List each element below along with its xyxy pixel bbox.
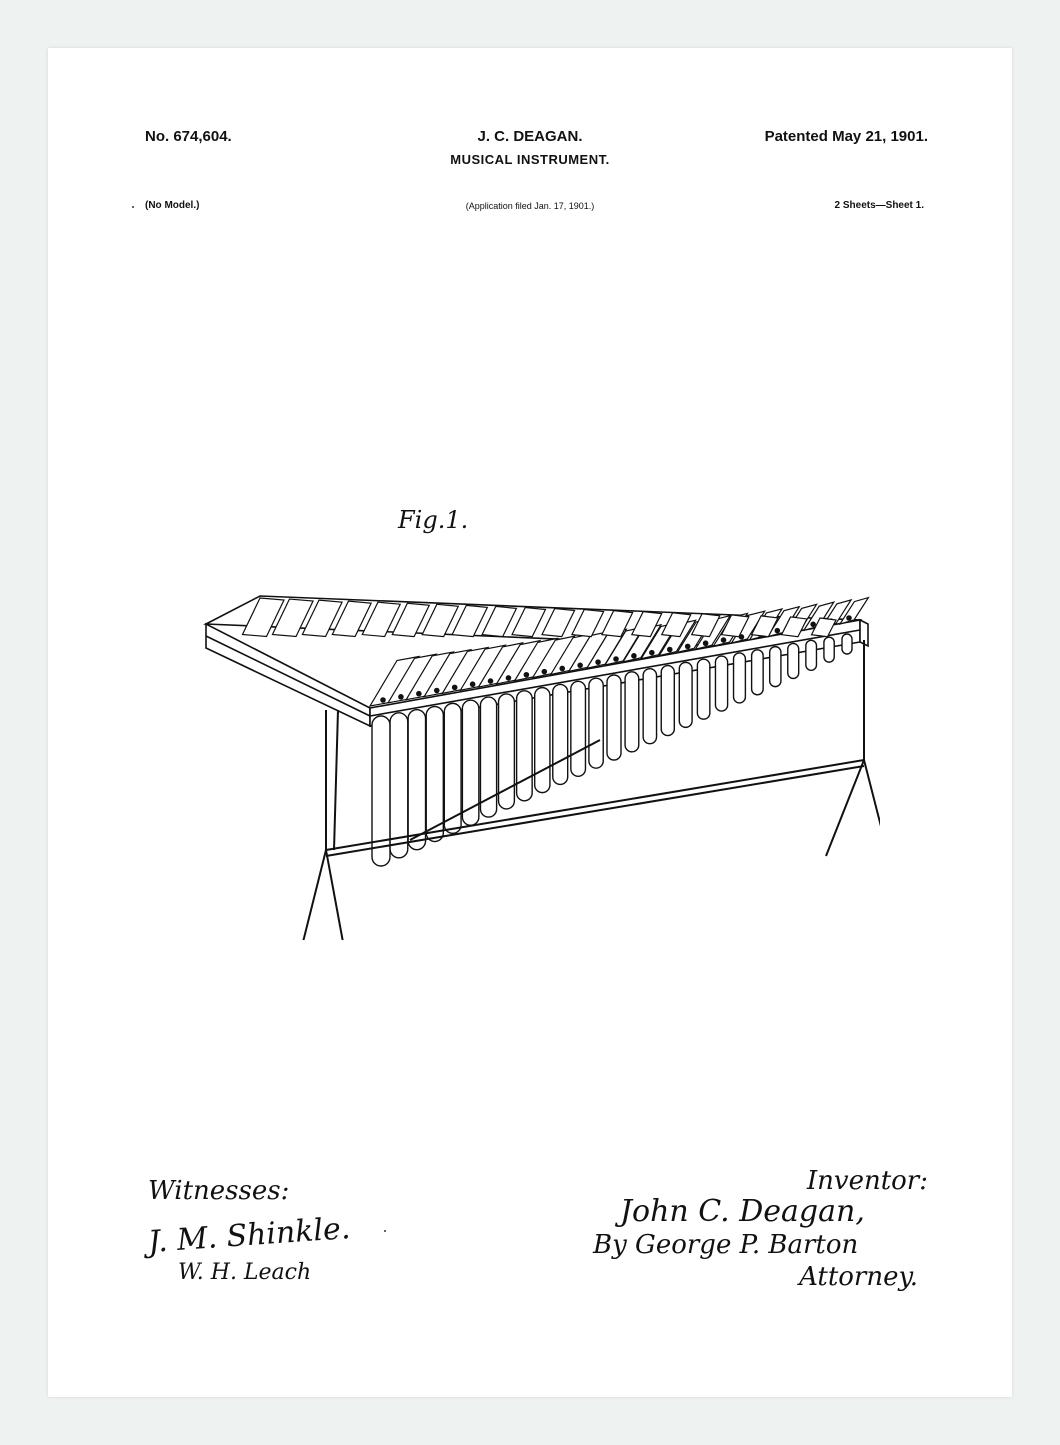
attorney-label: Attorney.	[799, 1262, 918, 1292]
bar-mount-hole	[632, 654, 636, 658]
bar-mount-hole	[435, 688, 439, 692]
resonator-tube	[571, 681, 586, 776]
bar-mount-hole	[560, 666, 564, 670]
patent-title: MUSICAL INSTRUMENT.	[450, 152, 610, 167]
sheet-count: 2 Sheets—Sheet 1.	[834, 200, 924, 211]
resonator-tube	[643, 669, 656, 744]
resonator-tube	[372, 716, 390, 866]
bar-mount-hole	[703, 641, 707, 645]
inventor-label: Inventor:	[806, 1166, 928, 1196]
bar-mount-hole	[578, 663, 582, 667]
resonator-tube	[589, 678, 603, 768]
resonator-tube	[661, 666, 674, 736]
witness-signature-1: J. M. Shinkle.	[147, 1210, 352, 1261]
resonator-tube	[842, 634, 852, 654]
resonator-tube	[788, 643, 799, 678]
bar-mount-hole	[596, 660, 600, 664]
resonator-tube	[679, 662, 692, 727]
patent-date: Patented May 21, 1901.	[764, 128, 928, 145]
bar-mount-hole	[417, 691, 421, 695]
xylophone-drawing	[200, 500, 880, 940]
bar-mount-hole	[775, 628, 779, 632]
resonator-tube	[715, 656, 727, 711]
ink-speck	[384, 1230, 386, 1232]
bar-mount-hole	[650, 650, 654, 654]
resonator-tube	[553, 684, 568, 784]
bar-mount-hole	[614, 657, 618, 661]
resonator-tube	[607, 675, 621, 760]
inventor-name-header: J. C. DEAGAN.	[477, 128, 583, 145]
resonator-tube	[625, 672, 639, 752]
figure-label: Fig.1.	[398, 506, 469, 534]
resonator-tube	[770, 647, 781, 687]
resonator-tube	[752, 650, 764, 695]
bar-mount-hole	[847, 616, 851, 620]
bar-mount-hole	[721, 638, 725, 642]
resonator-tube	[697, 659, 709, 719]
ink-speck	[132, 206, 134, 208]
model-note: (No Model.)	[145, 200, 200, 211]
resonator-tube	[426, 707, 443, 842]
resonator-tube	[462, 700, 478, 825]
resonator-tube	[408, 710, 425, 850]
application-date: (Application filed Jan. 17, 1901.)	[465, 201, 595, 211]
bar-mount-hole	[811, 622, 815, 626]
bar-mount-hole	[524, 673, 528, 677]
bar-mount-hole	[381, 698, 385, 702]
bar-mount-hole	[470, 682, 474, 686]
patent-number: No. 674,604.	[145, 128, 232, 145]
resonator-tube	[734, 653, 746, 703]
bar-mount-hole	[668, 647, 672, 651]
witnesses-label: Witnesses:	[148, 1176, 290, 1206]
attorney-signature: By George P. Barton	[593, 1230, 859, 1260]
bar-mount-hole	[488, 679, 492, 683]
patent-sheet	[48, 48, 1012, 1397]
resonator-tube	[535, 688, 550, 793]
bar-mount-hole	[506, 676, 510, 680]
bar-mount-hole	[452, 685, 456, 689]
resonator-tube	[824, 637, 834, 662]
bar-mount-hole	[685, 644, 689, 648]
bar-mount-hole	[399, 695, 403, 699]
bar-mount-hole	[542, 669, 546, 673]
resonator-tube	[517, 691, 533, 801]
inventor-signature: John C. Deagan,	[620, 1194, 865, 1229]
resonator-tube	[806, 640, 817, 670]
witness-signature-2: W. H. Leach	[178, 1260, 312, 1285]
